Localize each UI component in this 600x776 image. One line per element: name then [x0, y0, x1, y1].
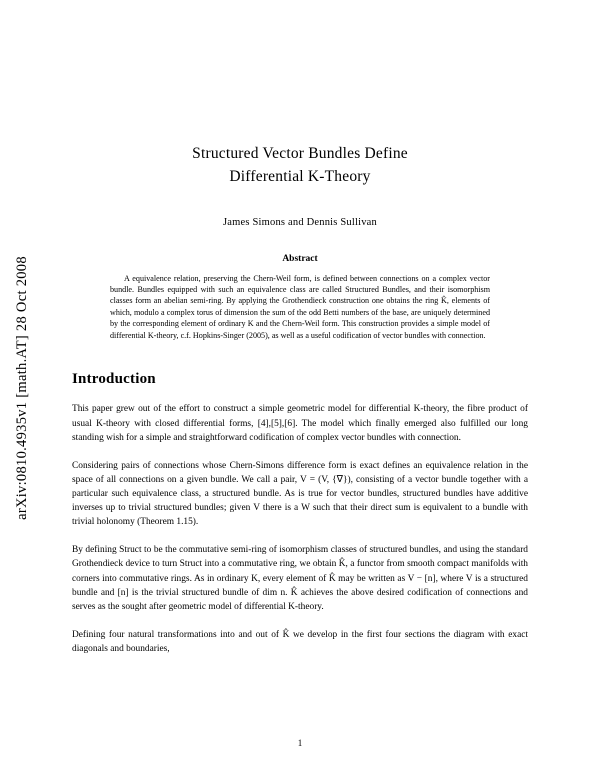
arxiv-identifier-text: arXiv:0810.4935v1 [math.AT] 28 Oct 2008 — [13, 256, 30, 520]
paragraph-2: Considering pairs of connections whose Chern-Simons difference form is exact defines an equivalence relation in the space of all connections on a given bundle. We call a pair, V = (V, {∇}), consisting of a vector bundle together with a particular such equivalence class, a structured bundle. As is true for vector bundles, structured bundles have additive inverses up to trivial structured bundles; given V there is a W such that their direct sum is equivalent to a bundle with trivial holonomy (Theorem 1.15). — [72, 460, 528, 528]
page-number: 1 — [297, 738, 303, 748]
section-heading-introduction: Introduction — [72, 371, 156, 388]
title-line-1: Structured Vector Bundles Define — [192, 145, 408, 162]
arxiv-identifier-stamp — [0, 0, 44, 776]
page-title — [72, 142, 528, 189]
paper-page — [72, 0, 528, 776]
authors: James Simons and Dennis Sullivan — [223, 216, 377, 228]
paragraph-1: This paper grew out of the effort to construct a simple geometric model for differential K-theory, the fibre product of usual K-theory with closed differential forms, [4],[5],[6]. The model which finally emerged also fulfilled our long standing wish for a simple and straightforward codification of complex vector bundles with connection. — [72, 404, 528, 443]
abstract-heading: Abstract — [282, 253, 318, 264]
title-line-2: Differential K-Theory — [229, 168, 371, 186]
abstract-body: A equivalence relation, preserving the Chern-Weil form, is defined between connections on a complex vector bundle. Bundles equipped with such an equivalence class are called Structured Bundles, and their isomorphism classes form an abelian semi-ring. By applying the Grothendieck construction one obtains the ring K̂, elements of which, modulo a complex torus of dimension the sum of the odd Betti numbers of the base, are uniquely determined by the corresponding element of ordinary K and the Chern-Weil form. This construction provides a simple model of differential K-theory, c.f. Hopkins-Singer (2005), as well as a useful codification of vector bundles with connection. — [110, 273, 490, 340]
paragraph-3: By defining Struct to be the commutative semi-ring of isomorphism classes of structured bundles, and using the standard Grothendieck device to turn Struct into a commutative ring, we obtain K̂, a functor from smooth compact manifolds with corners into commutative rings. As in ordinary K, every element of K̂ may be written as V − [n], where V is a structured bundle and [n] is the trivial structured bundle of dim n. K̂ achieves the above desired codification of connections and serves as the sought after geometric model of differential K-theory. — [72, 545, 528, 612]
paragraph-4: Defining four natural transformations into and out of K̂ we develop in the first four sections the diagram with exact diagonals and boundaries, — [72, 629, 528, 654]
